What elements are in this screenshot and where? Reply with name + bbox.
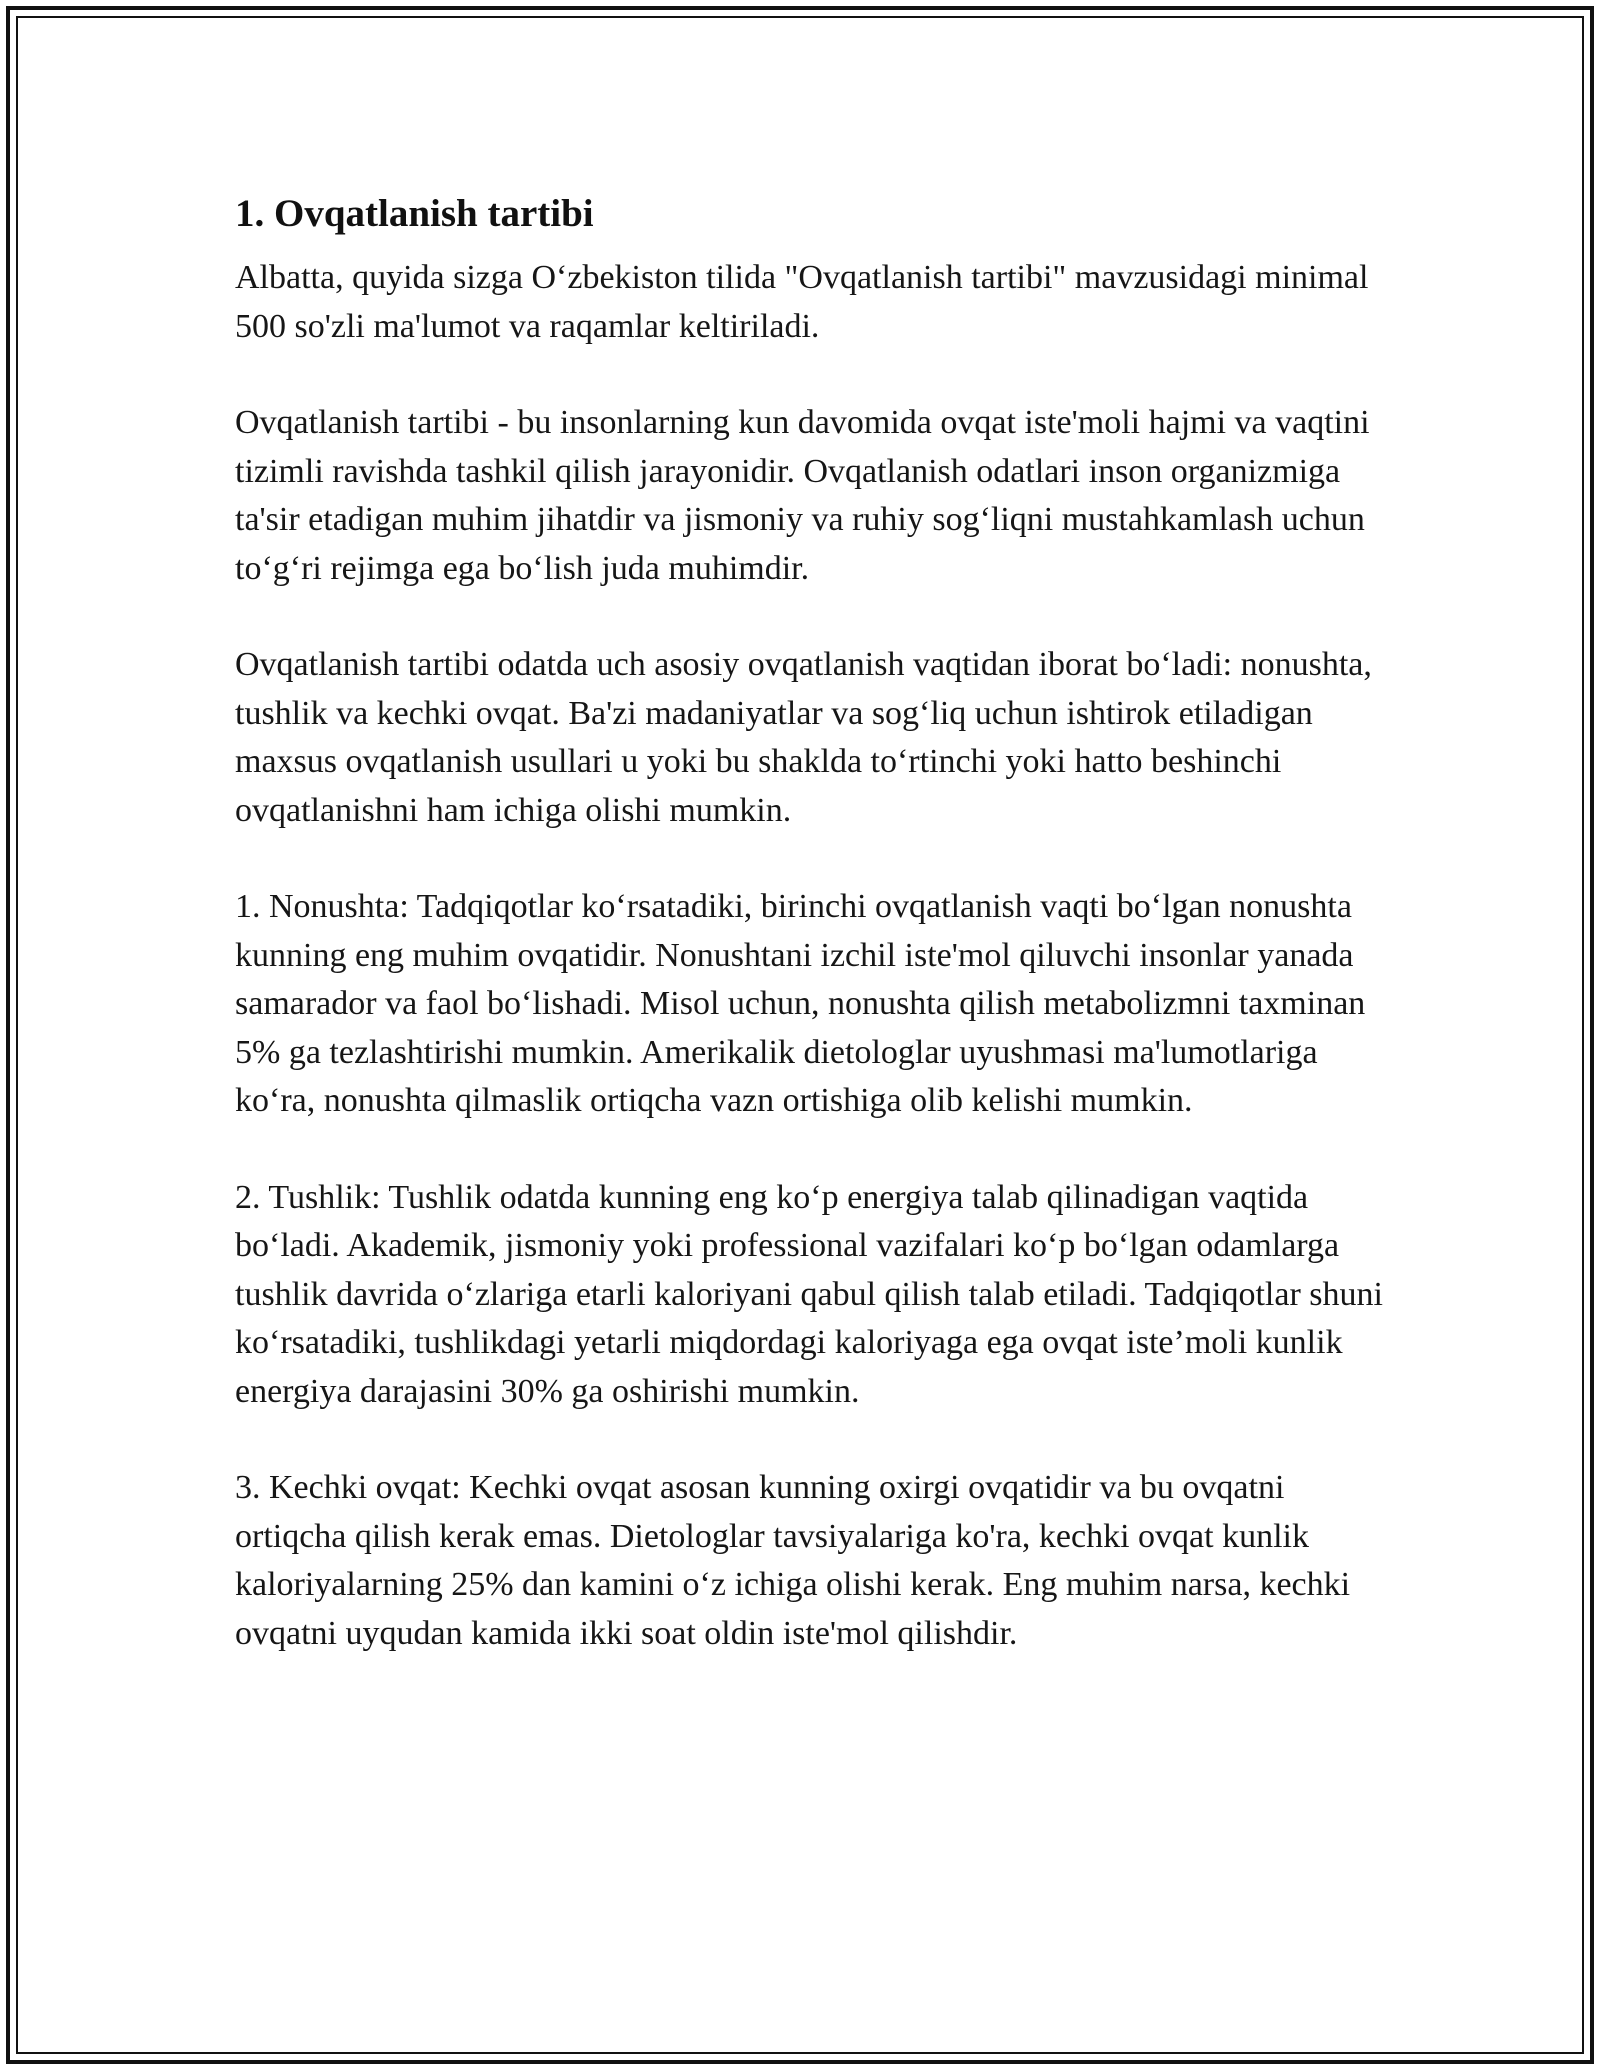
breakfast-paragraph: 1. Nonushta: Tadqiqotlar ko‘rsatadiki, birinchi ovqatlanish vaqti bo‘lgan nonushta kunning eng muhim ovqatidir. Nonushtani izchil iste'mol qiluvchi insonlar yanada samarador va faol bo‘lishadi. Misol uchun, nonushta qilish metabolizmni taxminan 5% ga tezlashtirishi mumkin. Amerikalik dietologlar uyushmasi ma'lumotlariga ko‘ra, nonushta qilmaslik ortiqcha vazn ortishiga olib kelishi mumkin. [235, 888, 1366, 1119]
meal-times-paragraph: Ovqatlanish tartibi odatda uch asosiy ovqatlanish vaqtidan iborat bo‘ladi: nonushta, tushlik va kechki ovqat. Ba'zi madaniyatlar va sog‘liq uchun ishtirok etiladigan maxsus ovqatlanish usullari u yoki bu shaklda to‘rtinchi yoki hatto beshinchi ovqatlanishni ham ichiga olishi mumkin. [235, 646, 1372, 829]
section-heading: 1. Ovqatlanish tartibi [235, 192, 594, 235]
intro-paragraph: Albatta, quyida sizga O‘zbekiston tilida "Ovqatlanish tartibi" mavzusidagi minimal 500 so'zli ma'lumot va raqamlar keltiriladi. [235, 259, 1369, 345]
dinner-paragraph: 3. Kechki ovqat: Kechki ovqat asosan kunning oxirgi ovqatidir va bu ovqatni ortiqcha qilish kerak emas. Dietologlar tavsiyalariga ko'ra, kechki ovqat kunlik kaloriyalarning 25% dan kamini o‘z ichiga olishi kerak. Eng muhim narsa, kechki ovqatni uyqudan kamida ikki soat oldin iste'mol qilishdir. [235, 1469, 1351, 1652]
document-body [235, 188, 1385, 1658]
definition-paragraph: Ovqatlanish tartibi - bu insonlarning kun davomida ovqat iste'moli hajmi va vaqtini tizimli ravishda tashkil qilish jarayonidir. Ovqatlanish odatlari inson organizmiga ta'sir etadigan muhim jihatdir va jismoniy va ruhiy sog‘liqni mustahkamlash uchun to‘g‘ri rejimga ega bo‘lish juda muhimdir. [235, 404, 1370, 587]
lunch-paragraph: 2. Tushlik: Tushlik odatda kunning eng ko‘p energiya talab qilinadigan vaqtida bo‘ladi. Akademik, jismoniy yoki professional vazifalari ko‘p bo‘lgan odamlarga tushlik davrida o‘zlariga etarli kaloriyani qabul qilish talab etiladi. Tadqiqotlar shuni ko‘rsatadiki, tushlikdagi yetarli miqdordagi kaloriyaga ega ovqat iste’moli kunlik energiya darajasini 30% ga oshirishi mumkin. [235, 1178, 1383, 1410]
